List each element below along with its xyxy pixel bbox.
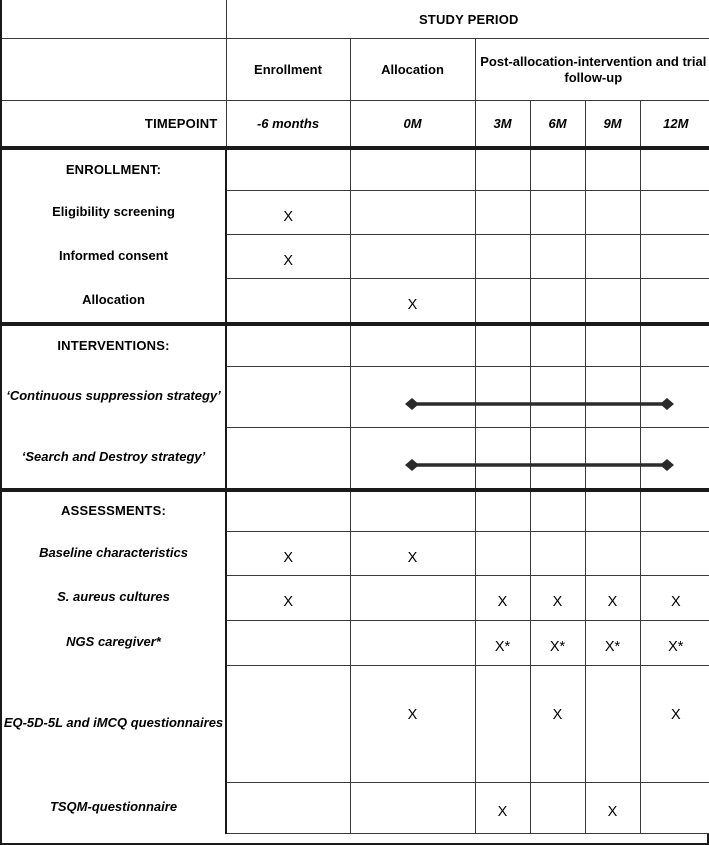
mark-cell [226,782,350,833]
header-phase-blank [2,39,226,101]
x-mark: X* [668,639,684,656]
mark-cell [226,278,350,324]
mark-cell [640,234,709,278]
x-mark: X [670,706,681,723]
mark-cell [530,575,585,620]
mark-cell [640,620,709,665]
x-mark [227,295,350,305]
timeline-bar-cell-search-destroy [475,427,530,490]
x-mark [586,548,640,558]
x-mark: X [552,706,563,723]
timeline-bar-cell-search-destroy [585,427,640,490]
mark-cell [350,278,475,324]
section-shade-cell [226,324,350,366]
x-mark [476,251,530,261]
header-phase-enrollment: Enrollment [226,39,350,101]
table-row [2,665,709,782]
mark-cell [350,782,475,833]
table-row [2,427,709,490]
mark-cell [350,620,475,665]
row-label-s-aureus-cultures: S. aureus cultures [2,575,226,620]
x-mark: X* [494,639,511,656]
x-mark: X* [549,639,566,656]
section-header-assessments [2,490,709,531]
mark-cell [640,190,709,234]
timeline-bar-cell-search-destroy [350,427,475,490]
row-label-eligibility-screening: Eligibility screening [2,190,226,234]
table-row [2,620,709,665]
timeline-bar-cell-continuous [350,366,475,427]
section-shade-cell [585,324,640,366]
mark-cell [226,366,350,427]
x-mark: X* [604,639,621,656]
x-mark [531,207,585,217]
timepoint-label: TIMEPOINT [2,101,226,149]
timepoint-9m: 9M [585,101,640,149]
timeline-bar-cell-continuous [585,366,640,427]
mark-cell [475,620,530,665]
x-mark [641,548,709,558]
mark-cell [226,427,350,490]
x-mark: X [283,208,294,225]
mark-cell [475,278,530,324]
mark-cell [530,531,585,575]
x-mark [531,548,585,558]
mark-cell [640,575,709,620]
mark-cell [350,665,475,782]
x-mark [227,666,350,708]
x-mark [476,295,530,305]
mark-cell [475,782,530,833]
x-mark [227,803,350,813]
section-title-assessments: ASSESSMENTS: [2,490,226,531]
mark-cell [585,190,640,234]
mark-cell [226,665,350,782]
header-row-study-period [2,0,709,39]
mark-cell [585,531,640,575]
section-shade-cell [475,324,530,366]
mark-cell [475,490,530,531]
timepoint-12m: 12M [640,101,709,149]
x-mark [351,638,475,648]
table-row [2,190,709,234]
mark-cell [475,190,530,234]
x-mark [227,638,350,648]
mark-cell [530,190,585,234]
x-mark: X [407,549,418,566]
table-row [2,575,709,620]
row-label-informed-consent: Informed consent [2,234,226,278]
x-mark [351,803,475,813]
mark-cell [350,531,475,575]
header-row-phases [2,39,709,101]
study-period-header: STUDY PERIOD [226,0,709,39]
x-mark [351,593,475,603]
row-label-baseline-characteristics: Baseline characteristics [2,531,226,575]
header-phase-allocation: Allocation [350,39,475,101]
timepoint-6m: 6M [530,101,585,149]
schedule-table [2,0,709,834]
x-mark [531,295,585,305]
section-shade-cell [350,148,475,190]
section-shade-cell [585,148,640,190]
row-label-allocation: Allocation [2,278,226,324]
row-label-eq5d5l-imcq-questionnaires: EQ-5D-5L and iMCQ questionnaires [2,665,226,782]
mark-cell [530,782,585,833]
mark-cell [640,490,709,531]
mark-cell [475,234,530,278]
mark-cell [226,490,350,531]
mark-cell [475,575,530,620]
section-shade-cell [475,148,530,190]
section-shade-cell [640,324,709,366]
x-mark [641,803,709,813]
mark-cell [585,620,640,665]
mark-cell [640,531,709,575]
mark-cell [530,234,585,278]
mark-cell [585,234,640,278]
x-mark [476,207,530,217]
x-mark: X [407,297,418,313]
header-corner-blank [2,0,226,39]
mark-cell [640,782,709,833]
x-mark: X [670,594,681,611]
x-mark [476,548,530,558]
mark-cell [530,665,585,782]
mark-cell [350,575,475,620]
x-mark: X [283,594,294,611]
x-mark [476,666,530,708]
timeline-bar-cell-continuous [640,366,709,427]
mark-cell [475,531,530,575]
section-header-interventions [2,324,709,366]
timepoint-minus6months: -6 months [226,101,350,149]
mark-cell [350,190,475,234]
x-mark: X [283,252,294,269]
mark-cell [640,665,709,782]
mark-cell [226,234,350,278]
mark-cell [226,531,350,575]
x-mark [641,251,709,261]
table-row [2,366,709,427]
timeline-bar-cell-search-destroy [640,427,709,490]
section-title-interventions: INTERVENTIONS: [2,324,226,366]
mark-cell [530,620,585,665]
row-label-ngs-caregiver: NGS caregiver* [2,620,226,665]
mark-cell [530,278,585,324]
mark-cell [585,490,640,531]
table-row [2,782,709,833]
section-shade-cell [640,148,709,190]
x-mark: X [607,594,618,611]
mark-cell [226,190,350,234]
timeline-bar-cell-continuous [530,366,585,427]
row-label-continuous-suppression-strategy: ‘Continuous suppression strategy’ [2,366,226,427]
header-phase-post-allocation: Post-allocation-intervention and trial follow-up [475,39,709,101]
header-row-timepoint [2,101,709,149]
section-header-enrollment [2,148,709,190]
x-mark: X [552,594,563,611]
x-mark: X [407,706,418,723]
x-mark: X [497,594,508,611]
mark-cell [530,490,585,531]
mark-cell [585,278,640,324]
mark-cell [350,234,475,278]
section-title-enrollment: ENROLLMENT: [2,148,226,190]
mark-cell [585,782,640,833]
x-mark [351,207,475,217]
x-mark [586,295,640,305]
table-row [2,531,709,575]
timeline-bar-cell-search-destroy [530,427,585,490]
timepoint-0m: 0M [350,101,475,149]
x-mark [531,803,585,813]
mark-cell [350,490,475,531]
table-row [2,234,709,278]
x-mark [641,207,709,217]
mark-cell [640,278,709,324]
mark-cell [226,575,350,620]
x-mark [586,666,640,708]
mark-cell [475,665,530,782]
timeline-bar-cell-continuous [475,366,530,427]
x-mark [531,251,585,261]
x-mark [351,251,475,261]
section-shade-cell [350,324,475,366]
x-mark: X [497,804,508,821]
row-label-search-and-destroy-strategy: ‘Search and Destroy strategy’ [2,427,226,490]
mark-cell [226,620,350,665]
x-mark [641,295,709,305]
x-mark: X [607,804,618,821]
mark-cell [585,665,640,782]
x-mark [586,251,640,261]
section-shade-cell [530,148,585,190]
section-shade-cell [226,148,350,190]
section-shade-cell [530,324,585,366]
x-mark: X [283,549,294,566]
table-row [2,278,709,324]
timepoint-3m: 3M [475,101,530,149]
row-label-tsqm-questionnaire: TSQM-questionnaire [2,782,226,833]
x-mark [586,207,640,217]
mark-cell [585,575,640,620]
